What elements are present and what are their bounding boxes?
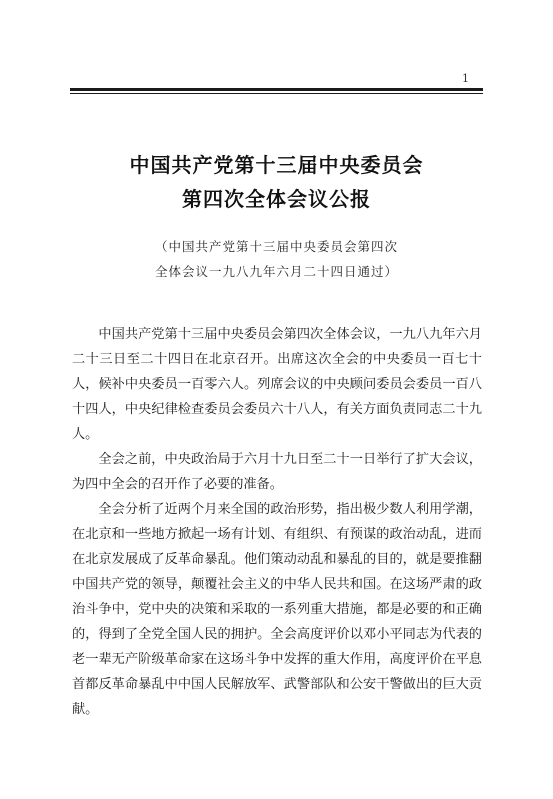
subtitle-line-1: （中国共产党第十三届中央委员会第四次 <box>154 239 398 254</box>
subtitle-line-2: 全体会议一九八九年六月二十四日通过） <box>154 264 398 279</box>
header-rule-thick <box>70 88 483 91</box>
paragraph: 全会之前，中央政治局于六月十九日至二十一日举行了扩大会议，为四中全会的召开作了必要的准备。 <box>72 452 482 492</box>
paragraph: 全会分析了近两个月来全国的政治形势，指出极少数人利用学潮，在北京和一些地方掀起一场有计划、有组织、有预谋的政治动乱，进而在北京发展成了反革命暴乱。他们策动动乱和暴乱的目的，就是要推翻中国共产党的领导，颠覆社会主义的中华人民共和国。在这场严肃的政治斗争中，党中央的决策和采取的一系列重大措施，都是必要的和正确的，得到了全党全国人民的拥护。全会高度评价以邓小平同志为代表的老一辈无产阶级革命家在这场斗争中发挥的重大作用，高度评价在平息首都反革命暴乱中中国人民解放军、武警部队和公安干警做出的巨大贡献。 <box>72 502 482 717</box>
page-number: 1 <box>462 72 469 85</box>
document-title <box>70 148 483 216</box>
document-subtitle <box>70 234 483 284</box>
title-line-2: 第四次全体会议公报 <box>182 187 371 211</box>
document-body <box>72 322 482 722</box>
title-line-1: 中国共产党第十三届中央委员会 <box>129 153 424 177</box>
header-rule-thin <box>70 93 483 94</box>
paragraph: 中国共产党第十三届中央委员会第四次全体会议，一九八九年六月二十三日至二十四日在北京召开。出席这次全会的中央委员一百七十人，候补中央委员一百零六人。列席会议的中央顾问委员会委员一百八十四人，中央纪律检查委员会委员六十八人，有关方面负责同志二十九人。 <box>72 327 482 442</box>
